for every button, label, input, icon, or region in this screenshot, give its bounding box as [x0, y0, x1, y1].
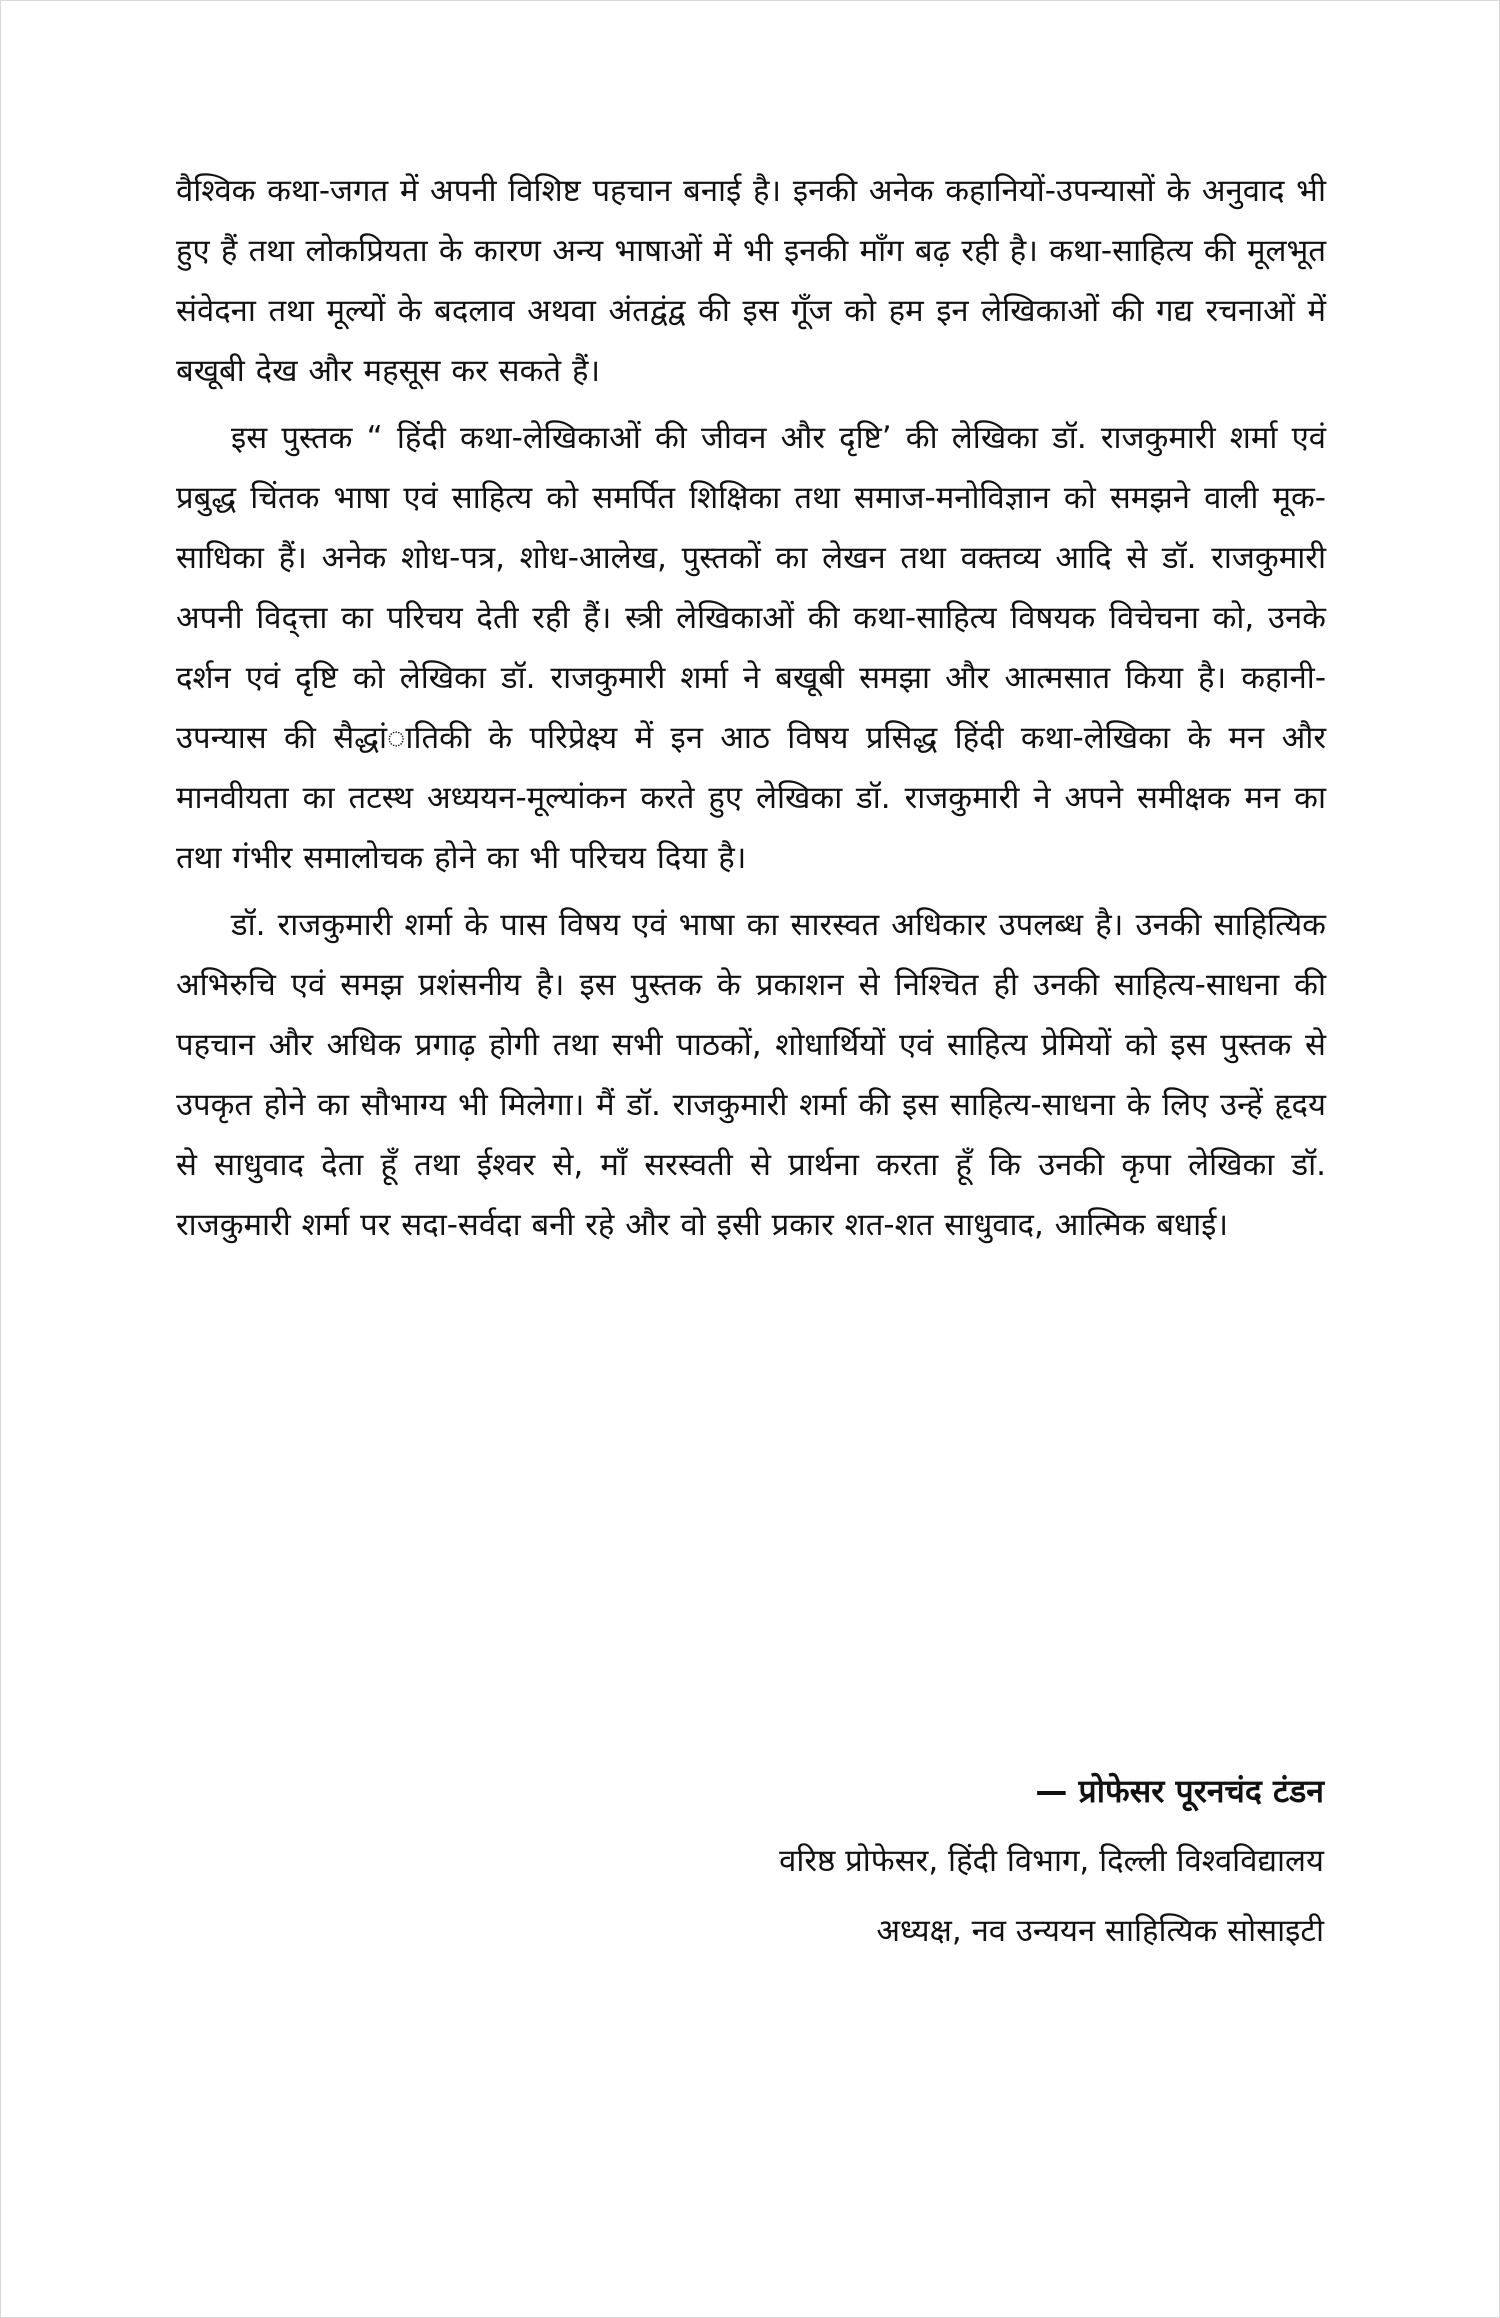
signature-name: — प्रोफेसर पूरनचंद टंडन: [1035, 1772, 1324, 1810]
paragraph-blessing: डॉ. राजकुमारी शर्मा के पास विषय एवं भाषा का सारस्वत अधिकार उपलब्ध है। उनकी साहित्यिक अभिरुचि एवं समझ प्रशंसनीय है। इस पुस्तक के प्रकाशन से निश्चित ही उनकी साहित्य-साधना की पहचान और अधिक प्रगाढ़ होगी तथा सभी पाठकों, शोधार्थियों एवं साहित्य प्रेमियों को इस पुस्तक से उपकृत होने का सौभाग्य भी मिलेगा। मैं डॉ. राजकुमारी शर्मा की इस साहित्य-साधना के लिए उन्हें हृदय से साधुवाद देता हूँ तथा ईश्वर से, माँ सरस्वती से प्रार्थना करता हूँ कि उनकी कृपा लेखिका डॉ. राजकुमारी शर्मा पर सदा-सर्वदा बनी रहे और वो इसी प्रकार शत-शत साधुवाद, आत्मिक बधाई।: [176, 907, 1326, 1243]
paragraph-continued: वैश्विक कथा-जगत में अपनी विशिष्ट पहचान बनाई है। इनकी अनेक कहानियों-उपन्यासों के अनुवाद भी हुए हैं तथा लोकप्रियता के कारण अन्य भाषाओं में भी इनकी माँग बढ़ रही है। कथा-साहित्य की मूलभूत संवेदना तथा मूल्यों के बदलाव अथवा अंतद्वंद्व की इस गूँज को हम इन लेखिकाओं की गद्य रचनाओं में बखूबी देख और महसूस कर सकते हैं।: [176, 173, 1326, 389]
paragraph-book-author: इस पुस्तक “ हिंदी कथा-लेखिकाओं की जीवन और दृष्टि’ की लेखिका डॉ. राजकुमारी शर्मा एवं प्रबुद्ध चिंतक भाषा एवं साहित्य को समर्पित शिक्षिका तथा समाज-मनोविज्ञान को समझने वाली मूक-साधिका हैं। अनेक शोध-पत्र, शोध-आलेख, पुस्तकों का लेखन तथा वक्तव्य आदि से डॉ. राजकुमारी अपनी विद्त्ता का परिचय देती रही हैं। स्त्री लेखिकाओं की कथा-साहित्य विषयक विचेचना को, उनके दर्शन एवं दृष्टि को लेखिका डॉ. राजकुमारी शर्मा ने बखूबी समझा और आत्मसात किया है। कहानी-उपन्यास की सैद्धांातिकी के परिप्रेक्ष्य में इन आठ विषय प्रसिद्ध हिंदी कथा-लेखिका के मन और मानवीयता का तटस्थ अध्ययन-मूल्यांकन करते हुए लेखिका डॉ. राजकुमारी ने अपने समीक्षक मन का तथा गंभीर समालोचक होने का भी परिचय दिया है।: [176, 420, 1326, 876]
body-text: [176, 161, 1326, 1255]
signature-designation: वरिष्ठ प्रोफेसर, हिंदी विभाग, दिल्ली विश्वविद्यालय: [779, 1843, 1324, 1879]
signature-affiliation: अध्यक्ष, नव उन्ययन साहित्यिक सोसाइटी: [876, 1913, 1324, 1949]
signature-block: [424, 1761, 1324, 1961]
